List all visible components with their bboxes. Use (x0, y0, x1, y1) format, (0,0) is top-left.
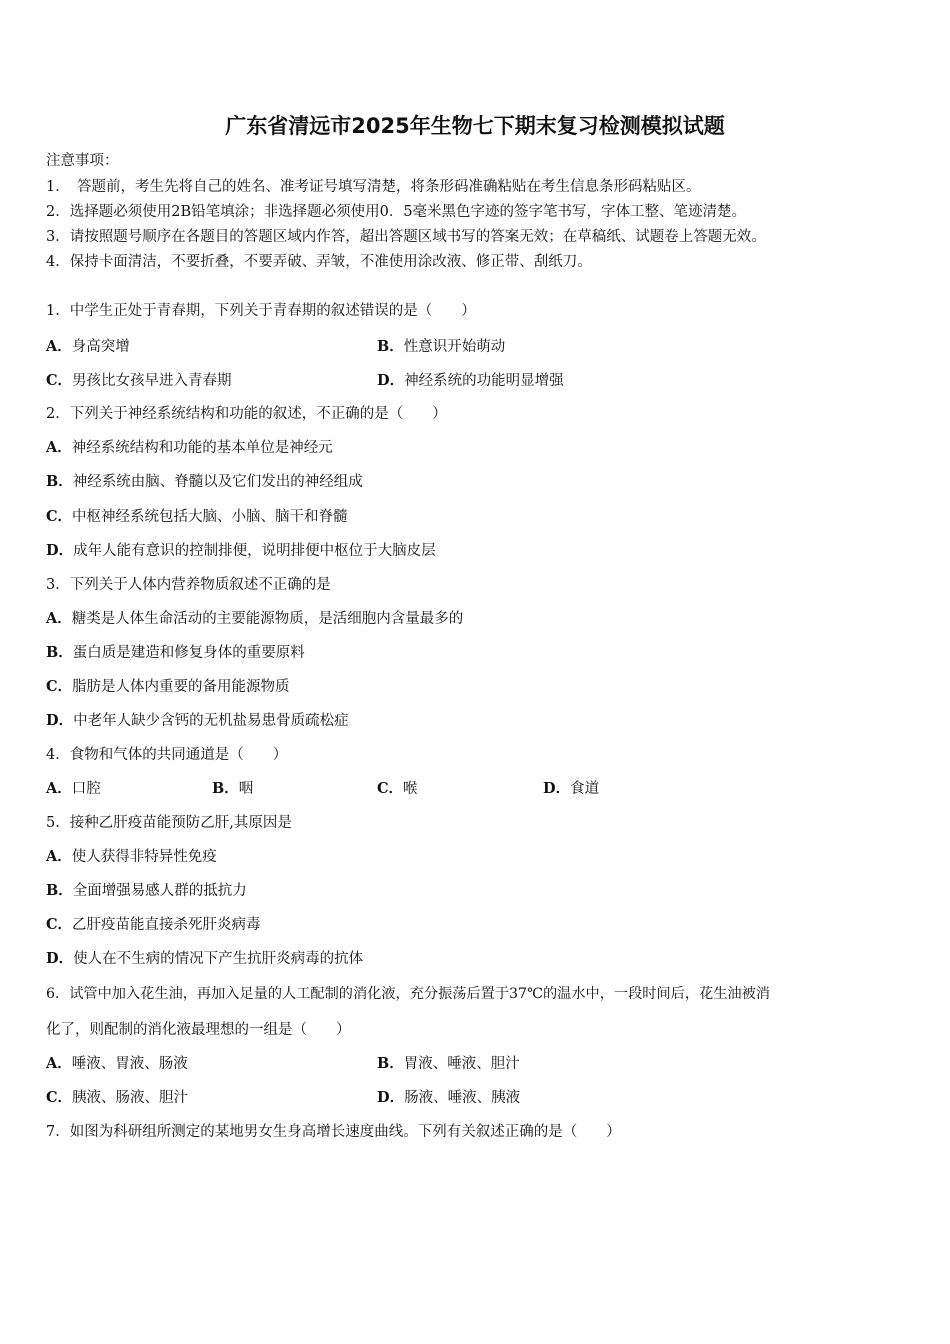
option-text: 胃液、唾液、胆汁 (403, 1056, 520, 1072)
question-1-option-a (46, 337, 130, 357)
question-3-option-b (46, 643, 305, 663)
question-2-option-d (46, 541, 436, 561)
option-label: D． (46, 712, 74, 729)
question-2-stem: 2．下列关于神经系统结构和功能的叙述，不正确的是（ ） (46, 406, 447, 422)
option-label: C． (46, 916, 73, 933)
option-label: B． (377, 1055, 404, 1072)
question-3-stem: 3．下列关于人体内营养物质叙述不正确的是 (46, 577, 331, 593)
option-label: D． (46, 950, 74, 967)
option-text: 糖类是人体生命活动的主要能源物质，是活细胞内含量最多的 (71, 611, 464, 627)
option-label: D． (377, 372, 405, 389)
option-label: C． (46, 678, 73, 695)
page-title: 广东省清远市2025年生物七下期末复习检测模拟试题 (225, 114, 725, 138)
option-label: A． (46, 610, 72, 627)
notice-heading: 注意事项： (46, 153, 119, 169)
question-4-option-c (377, 779, 418, 799)
option-label: D． (543, 780, 571, 797)
option-label: B． (212, 780, 239, 797)
option-text: 肠液、唾液、胰液 (404, 1090, 521, 1106)
question-4-option-d (543, 779, 599, 799)
option-label: B． (377, 338, 404, 355)
question-1-stem: 1．中学生正处于青春期，下列关于青春期的叙述错误的是（ ） (46, 303, 476, 319)
question-6-option-b (377, 1054, 520, 1074)
question-6-option-c (46, 1088, 188, 1108)
option-text: 中老年人缺少含钙的无机盐易患骨质疏松症 (73, 713, 349, 729)
option-label: A． (46, 338, 72, 355)
option-text: 唾液、胃液、肠液 (71, 1056, 188, 1072)
option-text: 脂肪是人体内重要的备用能源物质 (72, 679, 290, 695)
option-label: B． (46, 882, 73, 899)
option-text: 胰液、肠液、胆汁 (72, 1090, 189, 1106)
question-1-option-b (377, 337, 505, 357)
option-label: D． (46, 542, 74, 559)
question-6-option-d (377, 1088, 520, 1108)
option-label: D． (377, 1089, 405, 1106)
question-7-stem: 7．如图为科研组所测定的某地男女生身高增长速度曲线。下列有关叙述正确的是（ ） (46, 1124, 621, 1140)
option-label: C． (46, 1089, 73, 1106)
option-label: C． (377, 780, 404, 797)
notice-item-2: 2．选择题必须使用2B铅笔填涂；非选择题必须使用0．5毫米黑色字迹的签字笔书写，字体工整、笔迹清楚。 (46, 204, 747, 220)
question-5-option-a (46, 847, 217, 867)
question-1-option-d (377, 371, 564, 391)
option-text: 咽 (238, 781, 254, 797)
option-text: 使人获得非特异性免疫 (71, 849, 217, 865)
question-5-option-b (46, 881, 247, 901)
option-label: A． (46, 780, 72, 797)
question-4-option-b (212, 779, 253, 799)
question-5-option-d (46, 949, 363, 969)
option-text: 神经系统结构和功能的基本单位是神经元 (71, 440, 333, 456)
option-label: C． (46, 372, 73, 389)
notice-item-1: 1． 答题前，考生先将自己的姓名、准考证号填写清楚，将条形码准确粘贴在考生信息条形码粘贴区。 (46, 179, 701, 195)
option-text: 神经系统的功能明显增强 (404, 373, 564, 389)
question-4-option-a (46, 779, 101, 799)
option-text: 蛋白质是建造和修复身体的重要原料 (72, 645, 305, 661)
option-text: 口腔 (71, 781, 101, 797)
option-text: 男孩比女孩早进入青春期 (72, 373, 232, 389)
option-label: A． (46, 439, 72, 456)
option-label: A． (46, 1055, 72, 1072)
question-3-option-d (46, 711, 349, 731)
option-label: B． (46, 644, 73, 661)
question-5-option-c (46, 915, 261, 935)
option-text: 身高突增 (71, 339, 130, 355)
question-3-option-a (46, 609, 463, 629)
question-6-stem-line-2: 化了，则配制的消化液最理想的一组是（ ） (46, 1022, 351, 1038)
question-2-option-a (46, 438, 333, 458)
question-5-stem: 5．接种乙肝疫苗能预防乙肝,其原因是 (46, 815, 292, 831)
question-2-option-b (46, 472, 363, 492)
question-1-option-c (46, 371, 232, 391)
notice-item-4: 4．保持卡面清洁，不要折叠，不要弄破、弄皱，不准使用涂改液、修正带、刮纸刀。 (46, 254, 592, 270)
option-text: 食道 (570, 781, 600, 797)
option-text: 全面增强易感人群的抵抗力 (72, 883, 247, 899)
option-text: 成年人能有意识的控制排便，说明排便中枢位于大脑皮层 (73, 543, 436, 559)
option-label: C． (46, 508, 73, 525)
option-label: B． (46, 473, 73, 490)
question-6-stem-line-1: 6．试管中加入花生油，再加入足量的人工配制的消化液，充分振荡后置于37℃的温水中，一段时间后，花生油被消 (46, 986, 770, 1002)
notice-item-3: 3．请按照题号顺序在各题目的答题区域内作答，超出答题区域书写的答案无效；在草稿纸、试题卷上答题无效。 (46, 229, 766, 245)
question-2-option-c (46, 507, 348, 527)
option-text: 喉 (403, 781, 418, 797)
option-text: 使人在不生病的情况下产生抗肝炎病毒的抗体 (73, 951, 364, 967)
question-6-option-a (46, 1054, 188, 1074)
option-text: 乙肝疫苗能直接杀死肝炎病毒 (72, 917, 261, 933)
option-label: A． (46, 848, 72, 865)
question-3-option-c (46, 677, 290, 697)
option-text: 神经系统由脑、脊髓以及它们发出的神经组成 (72, 474, 363, 490)
option-text: 性意识开始萌动 (403, 339, 506, 355)
question-4-stem: 4．食物和气体的共同通道是（ ） (46, 747, 288, 763)
option-text: 中枢神经系统包括大脑、小脑、脑干和脊髓 (72, 509, 348, 525)
